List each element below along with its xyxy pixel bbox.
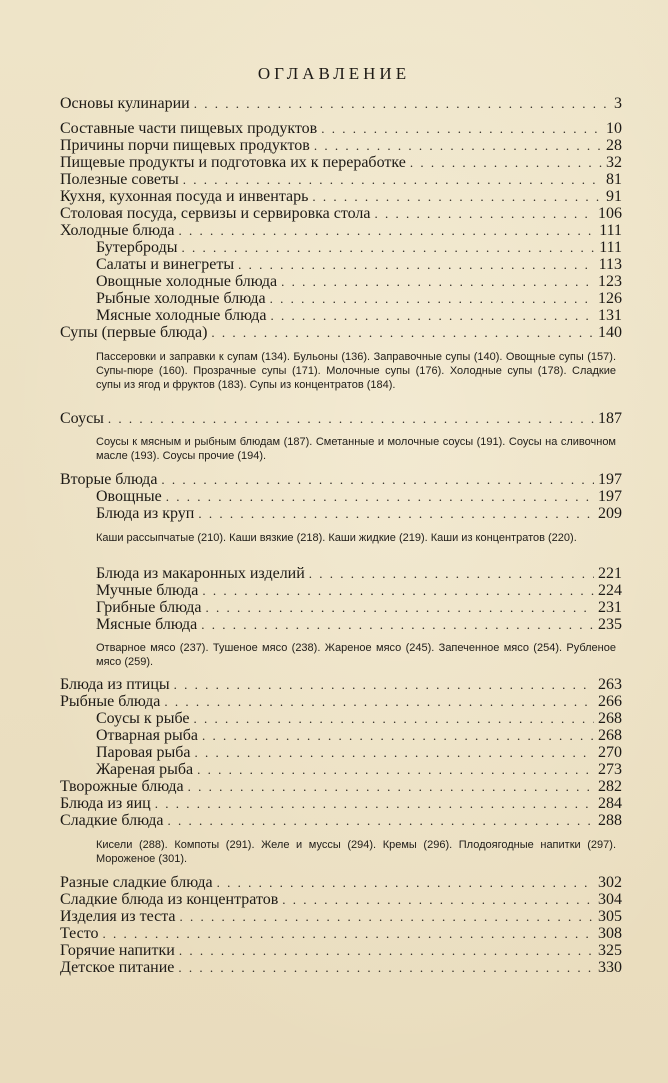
dot-leader — [321, 120, 602, 137]
toc-entry-label: Столовая посуда, сервизы и сервировка стола — [60, 205, 371, 222]
toc-entry-label: Мясные холодные блюда — [96, 307, 267, 324]
toc-entry — [60, 410, 622, 427]
toc-subsection-note: Соусы к мясным и рыбным блюдам (187). Сметанные и молочные соусы (191). Соусы на сливочном масле (193). Соусы прочие (194). — [96, 436, 616, 462]
toc-page-number: 81 — [606, 171, 622, 188]
dot-leader — [178, 959, 594, 976]
toc-page-number: 302 — [598, 874, 622, 891]
toc-page-number: 123 — [598, 273, 622, 290]
dot-leader — [197, 761, 594, 778]
toc-entry — [60, 205, 622, 222]
toc-entry — [60, 812, 622, 829]
toc-entry — [60, 188, 622, 205]
toc-entry-label: Мясные блюда — [96, 616, 198, 633]
toc-entry — [60, 95, 622, 112]
toc-entry — [60, 891, 622, 908]
dot-leader — [181, 239, 595, 256]
toc-page-number: 3 — [614, 95, 622, 112]
dot-leader — [179, 222, 596, 239]
toc-subsection-note: Каши рассыпчатые (210). Каши вязкие (218). Каши жидкие (219). Каши из концентратов (220). — [96, 532, 577, 544]
toc-page-number: 231 — [598, 599, 622, 616]
toc-entry — [96, 565, 622, 582]
toc-entry — [96, 290, 622, 307]
toc-entry-label: Сладкие блюда из концентратов — [60, 891, 279, 908]
toc-page-number: 288 — [598, 812, 622, 829]
toc-page-number: 308 — [598, 925, 622, 942]
toc-entry-label: Рыбные холодные блюда — [96, 290, 266, 307]
toc-entry-label: Основы кулинарии — [60, 95, 190, 112]
page-title: ОГЛАВЛЕНИЕ — [257, 64, 411, 83]
toc-entry-label: Соусы к рыбе — [96, 710, 190, 727]
dot-leader — [193, 710, 594, 727]
toc-entry-label: Рыбные блюда — [60, 693, 161, 710]
toc-page-number: 106 — [598, 205, 622, 222]
toc-page-number: 197 — [598, 488, 622, 505]
dot-leader — [183, 171, 602, 188]
dot-leader — [410, 154, 602, 171]
toc-entry — [96, 616, 622, 633]
toc-entry-label: Горячие напитки — [60, 942, 175, 959]
toc-page-number: 197 — [598, 471, 622, 488]
toc-entry-label: Вторые блюда — [60, 471, 158, 488]
toc-entry — [60, 171, 622, 188]
toc-page-number: 32 — [606, 154, 622, 171]
dot-leader — [180, 908, 595, 925]
toc-entry-label: Грибные блюда — [96, 599, 202, 616]
dot-leader — [205, 599, 594, 616]
toc-page-number: 113 — [598, 256, 622, 273]
toc-entry-label: Пищевые продукты и подготовка их к переработке — [60, 154, 406, 171]
toc-page-number: 131 — [598, 307, 622, 324]
dot-leader — [312, 188, 602, 205]
toc-entry — [60, 154, 622, 171]
toc-entry — [96, 710, 622, 727]
toc-page-number: 268 — [598, 727, 622, 744]
toc-entry-label: Мучные блюда — [96, 582, 199, 599]
toc-entry — [96, 488, 622, 505]
toc-entry — [96, 744, 622, 761]
dot-leader — [238, 256, 595, 273]
toc-entry — [60, 778, 622, 795]
toc-page-number: 235 — [598, 616, 622, 633]
toc-entry — [60, 676, 622, 693]
dot-leader — [270, 307, 594, 324]
toc-page-number: 28 — [606, 137, 622, 154]
toc-entry-label: Паровая рыба — [96, 744, 191, 761]
toc-entry-label: Составные части пищевых продуктов — [60, 120, 318, 137]
toc-subsection-note: Кисели (288). Компоты (291). Желе и муссы (294). Кремы (296). Плодоягодные напитки (297). Мороженое (301). — [96, 839, 616, 865]
toc-entry — [60, 120, 622, 137]
toc-entry — [60, 925, 622, 942]
toc-entry — [60, 908, 622, 925]
toc-entry — [60, 222, 622, 239]
toc-entry-label: Блюда из круп — [96, 505, 195, 522]
toc-page-number: 263 — [598, 676, 622, 693]
toc-page-number: 224 — [598, 582, 622, 599]
toc-entry-label: Блюда из яиц — [60, 795, 151, 812]
toc-entry-label: Блюда из макаронных изделий — [96, 565, 305, 582]
dot-leader — [270, 290, 594, 307]
toc-entry — [60, 693, 622, 710]
toc-page-number: 282 — [598, 778, 622, 795]
toc-entry — [60, 137, 622, 154]
dot-leader — [188, 778, 594, 795]
toc-subsection-note: Отварное мясо (237). Тушеное мясо (238). Жареное мясо (245). Запеченное мясо (254). Рубленое мясо (259). — [96, 642, 616, 668]
toc-entry-label: Соусы — [60, 410, 104, 427]
toc-page-number: 268 — [598, 710, 622, 727]
toc-page-number: 273 — [598, 761, 622, 778]
dot-leader — [198, 505, 594, 522]
toc-entry — [96, 239, 622, 256]
toc-page-number: 304 — [598, 891, 622, 908]
toc-entry — [96, 307, 622, 324]
toc-page-number: 330 — [598, 959, 622, 976]
dot-leader — [282, 891, 594, 908]
dot-leader — [201, 616, 594, 633]
toc-entry — [96, 582, 622, 599]
dot-leader — [164, 693, 594, 710]
dot-leader — [202, 582, 594, 599]
toc-page-number: 209 — [598, 505, 622, 522]
toc-page-number: 221 — [598, 565, 622, 582]
toc-entry-label: Холодные блюда — [60, 222, 175, 239]
toc-entry — [96, 256, 622, 273]
toc-entry-label: Жареная рыба — [96, 761, 194, 778]
toc-entry — [60, 874, 622, 891]
toc-entry-label: Детское питание — [60, 959, 175, 976]
dot-leader — [103, 925, 594, 942]
toc-page-number: 91 — [606, 188, 622, 205]
toc-entry — [96, 727, 622, 744]
toc-entry — [96, 505, 622, 522]
dot-leader — [179, 942, 594, 959]
toc-entry-label: Кухня, кухонная посуда и инвентарь — [60, 188, 309, 205]
toc-entry-label: Полезные советы — [60, 171, 179, 188]
dot-leader — [108, 410, 594, 427]
toc-entry-label: Отварная рыба — [96, 727, 199, 744]
dot-leader — [211, 324, 594, 341]
dot-leader — [217, 874, 594, 891]
dot-leader — [167, 812, 594, 829]
toc-entry-label: Творожные блюда — [60, 778, 184, 795]
toc-page-number: 111 — [599, 222, 622, 239]
dot-leader — [194, 744, 594, 761]
toc-page-number: 111 — [599, 239, 622, 256]
dot-leader — [161, 471, 594, 488]
toc-entry-label: Сладкие блюда — [60, 812, 164, 829]
toc-entry — [60, 795, 622, 812]
toc-entry — [60, 324, 622, 341]
toc-entry — [60, 959, 622, 976]
toc-page-number: 305 — [598, 908, 622, 925]
toc-entry — [60, 471, 622, 488]
toc-entry-label: Бутерброды — [96, 239, 178, 256]
toc-entry-label: Овощные — [96, 488, 162, 505]
toc-entry-label: Разные сладкие блюда — [60, 874, 213, 891]
toc-page-number: 187 — [598, 410, 622, 427]
toc-page-number: 140 — [598, 324, 622, 341]
dot-leader — [202, 727, 594, 744]
toc-entry — [96, 761, 622, 778]
toc-entry — [96, 273, 622, 290]
toc-entry — [60, 942, 622, 959]
dot-leader — [309, 565, 594, 582]
toc-entry-label: Тесто — [60, 925, 99, 942]
dot-leader — [155, 795, 594, 812]
toc-page-number: 284 — [598, 795, 622, 812]
dot-leader — [314, 137, 602, 154]
toc-entry-label: Супы (первые блюда) — [60, 324, 208, 341]
toc-entry-label: Салаты и винегреты — [96, 256, 235, 273]
toc-entry-label: Овощные холодные блюда — [96, 273, 278, 290]
toc-entry — [96, 599, 622, 616]
toc-page-number: 126 — [598, 290, 622, 307]
dot-leader — [166, 488, 594, 505]
dot-leader — [174, 676, 594, 693]
toc-page-number: 325 — [598, 942, 622, 959]
dot-leader — [281, 273, 594, 290]
toc-entry-label: Блюда из птицы — [60, 676, 170, 693]
toc-subsection-note: Пассеровки и заправки к супам (134). Бульоны (136). Заправочные супы (140). Овощные супы (157). Супы-пюре (160). Прозрачные супы (171). Молочные супы (176). Холодные супы (178). Сладкие супы из ягод и фруктов (183). Супы из концентратов (184). — [96, 351, 616, 391]
toc-entry-label: Изделия из теста — [60, 908, 176, 925]
dot-leader — [194, 95, 610, 112]
toc-entry-label: Причины порчи пищевых продуктов — [60, 137, 310, 154]
dot-leader — [375, 205, 594, 222]
toc-page-number: 10 — [606, 120, 622, 137]
toc-page-number: 266 — [598, 693, 622, 710]
toc-page-number: 270 — [598, 744, 622, 761]
